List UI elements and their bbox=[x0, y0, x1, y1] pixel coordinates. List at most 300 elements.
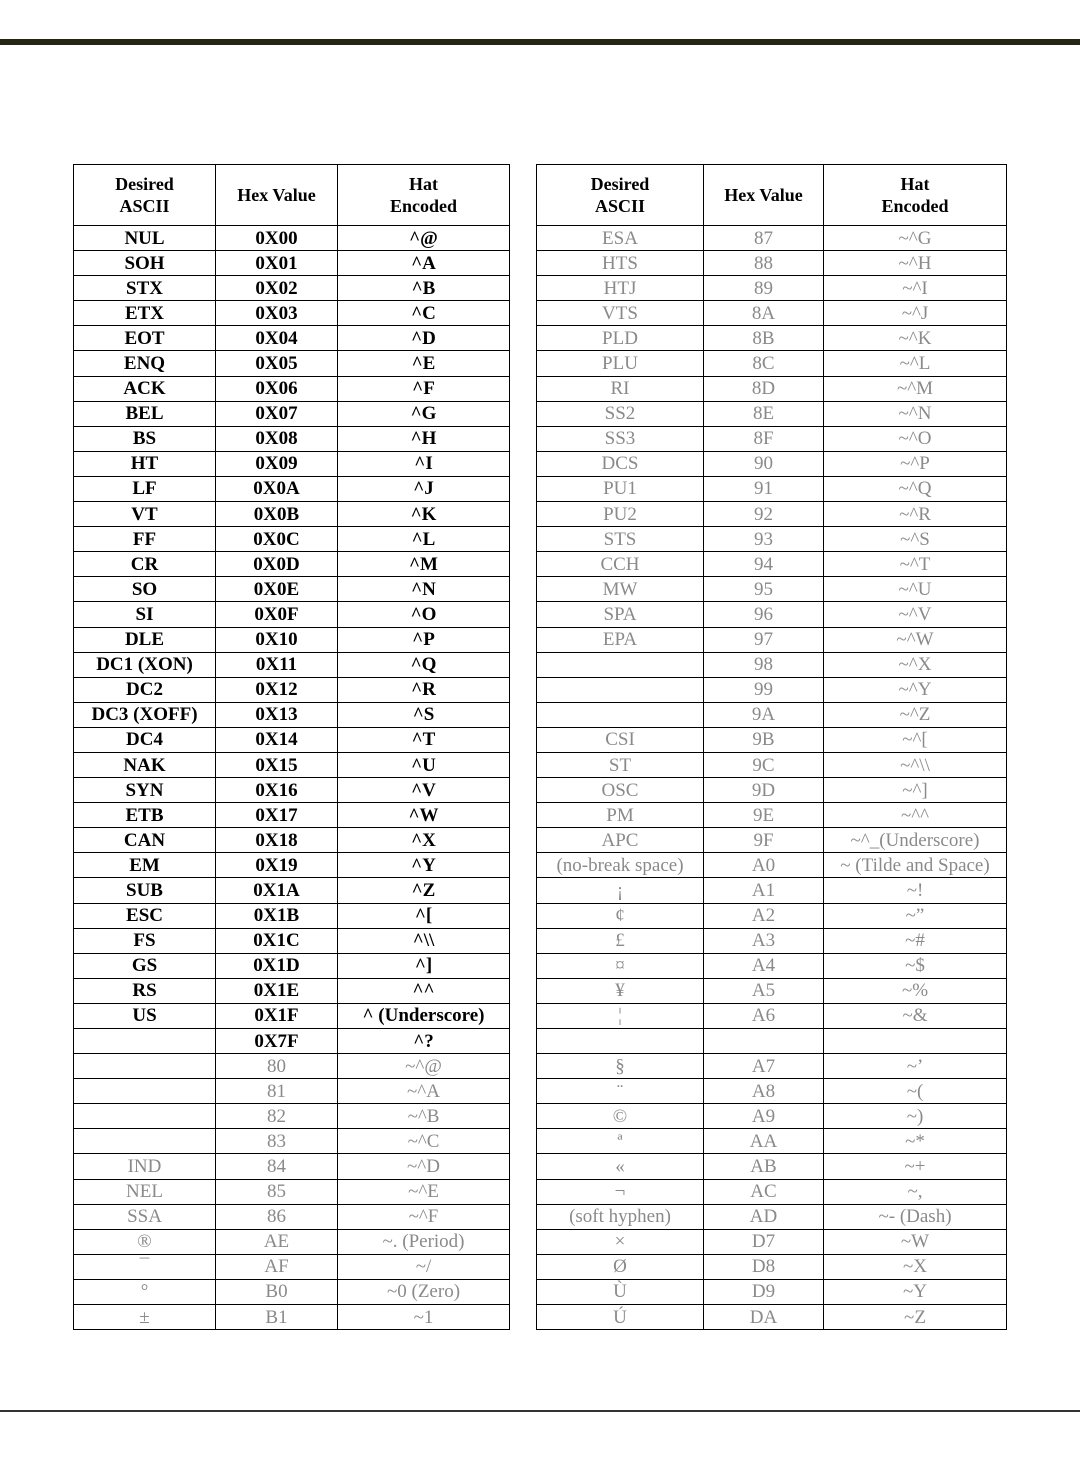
table-row bbox=[74, 502, 510, 527]
table-row bbox=[74, 752, 510, 777]
table-row bbox=[537, 928, 1007, 953]
hex-value-cell: A4 bbox=[704, 953, 824, 978]
desired-ascii-cell: US bbox=[74, 1003, 216, 1028]
hat-encoded-cell: ~’ bbox=[824, 1054, 1007, 1079]
desired-ascii-cell: ST bbox=[537, 752, 704, 777]
hex-value-cell: 9E bbox=[704, 803, 824, 828]
table-row bbox=[74, 251, 510, 276]
desired-ascii-cell: SS2 bbox=[537, 401, 704, 426]
table-row bbox=[74, 978, 510, 1003]
header-desired-ascii-line2: ASCII bbox=[594, 196, 646, 216]
hat-encoded-cell: ^P bbox=[338, 627, 510, 652]
table-row bbox=[537, 527, 1007, 552]
hat-encoded-cell: ~0 (Zero) bbox=[338, 1279, 510, 1304]
hex-value-cell: 0X1B bbox=[216, 903, 338, 928]
hat-encoded-cell: ~^] bbox=[824, 778, 1007, 803]
table-row bbox=[74, 301, 510, 326]
header-hat-encoded-line1: Hat bbox=[900, 174, 930, 194]
table-row bbox=[74, 376, 510, 401]
desired-ascii-cell: ENQ bbox=[74, 351, 216, 376]
hex-value-cell: 8C bbox=[704, 351, 824, 376]
hex-value-cell: 0X14 bbox=[216, 727, 338, 752]
hat-encoded-cell: ^Q bbox=[338, 652, 510, 677]
table-row bbox=[74, 1254, 510, 1279]
desired-ascii-cell: ¤ bbox=[537, 953, 704, 978]
desired-ascii-cell: STS bbox=[537, 527, 704, 552]
desired-ascii-cell: § bbox=[537, 1054, 704, 1079]
desired-ascii-cell: PM bbox=[537, 803, 704, 828]
hex-value-cell: 0X09 bbox=[216, 451, 338, 476]
table-row bbox=[74, 1279, 510, 1304]
hat-encoded-cell: ~^\\ bbox=[824, 752, 1007, 777]
desired-ascii-cell: × bbox=[537, 1229, 704, 1254]
desired-ascii-cell: RS bbox=[74, 978, 216, 1003]
hat-encoded-cell: ^ (Underscore) bbox=[338, 1003, 510, 1028]
left-ascii-table bbox=[73, 164, 510, 1330]
hex-value-cell: 0X01 bbox=[216, 251, 338, 276]
hex-value-cell: 0X15 bbox=[216, 752, 338, 777]
hex-value-cell: 0X10 bbox=[216, 627, 338, 652]
hex-value-cell: A9 bbox=[704, 1104, 824, 1129]
hat-encoded-cell: ^S bbox=[338, 702, 510, 727]
hat-encoded-cell: ~^K bbox=[824, 326, 1007, 351]
header-hat-encoded-line2: Encoded bbox=[881, 196, 949, 216]
desired-ascii-cell: VT bbox=[74, 502, 216, 527]
table-row bbox=[74, 828, 510, 853]
desired-ascii-cell: CR bbox=[74, 552, 216, 577]
hex-value-cell: AB bbox=[704, 1154, 824, 1179]
table-row bbox=[74, 1104, 510, 1129]
desired-ascii-cell: BEL bbox=[74, 401, 216, 426]
desired-ascii-cell: STX bbox=[74, 276, 216, 301]
hex-value-cell: AD bbox=[704, 1204, 824, 1229]
table-row bbox=[74, 1154, 510, 1179]
hat-encoded-cell: ^\\ bbox=[338, 928, 510, 953]
header-row bbox=[537, 165, 1007, 226]
hat-encoded-cell: ^F bbox=[338, 376, 510, 401]
desired-ascii-cell: ¯ bbox=[74, 1254, 216, 1279]
hex-value-cell: B1 bbox=[216, 1305, 338, 1330]
hat-encoded-cell: ~ (Tilde and Space) bbox=[824, 853, 1007, 878]
header-hat-encoded bbox=[824, 165, 1007, 226]
hex-value-cell: AC bbox=[704, 1179, 824, 1204]
hat-encoded-cell: ~) bbox=[824, 1104, 1007, 1129]
hat-encoded-cell: ~! bbox=[824, 878, 1007, 903]
table-row bbox=[537, 828, 1007, 853]
hex-value-cell: D9 bbox=[704, 1279, 824, 1304]
desired-ascii-cell: GS bbox=[74, 953, 216, 978]
hat-encoded-cell: ~& bbox=[824, 1003, 1007, 1028]
hat-encoded-cell: ~^T bbox=[824, 552, 1007, 577]
desired-ascii-cell bbox=[74, 1054, 216, 1079]
desired-ascii-cell: HT bbox=[74, 451, 216, 476]
hex-value-cell: 91 bbox=[704, 476, 824, 501]
hat-encoded-cell: ~^U bbox=[824, 577, 1007, 602]
table-row bbox=[537, 301, 1007, 326]
desired-ascii-cell: SUB bbox=[74, 878, 216, 903]
table-row bbox=[74, 226, 510, 251]
hex-value-cell: 0X19 bbox=[216, 853, 338, 878]
hex-value-cell: 86 bbox=[216, 1204, 338, 1229]
table-row bbox=[537, 251, 1007, 276]
desired-ascii-cell: SOH bbox=[74, 251, 216, 276]
desired-ascii-cell: HTJ bbox=[537, 276, 704, 301]
hex-value-cell: A0 bbox=[704, 853, 824, 878]
hat-encoded-cell: ~^C bbox=[338, 1129, 510, 1154]
desired-ascii-cell: NEL bbox=[74, 1179, 216, 1204]
hat-encoded-cell: ^R bbox=[338, 677, 510, 702]
hat-encoded-cell: ^X bbox=[338, 828, 510, 853]
header-desired-ascii-line1: Desired bbox=[115, 174, 174, 194]
table-row bbox=[537, 953, 1007, 978]
desired-ascii-cell: ETB bbox=[74, 803, 216, 828]
hex-value-cell: 96 bbox=[704, 602, 824, 627]
hex-value-cell: 93 bbox=[704, 527, 824, 552]
desired-ascii-cell: OSC bbox=[537, 778, 704, 803]
table-row bbox=[74, 677, 510, 702]
bottom-rule bbox=[0, 1410, 1080, 1412]
table-row bbox=[537, 702, 1007, 727]
desired-ascii-cell: ¨ bbox=[537, 1079, 704, 1104]
table-row bbox=[537, 727, 1007, 752]
table-row bbox=[537, 752, 1007, 777]
table-row bbox=[74, 1029, 510, 1054]
hat-encoded-cell: ~$ bbox=[824, 953, 1007, 978]
hex-value-cell: 0X08 bbox=[216, 426, 338, 451]
table-row bbox=[537, 376, 1007, 401]
hex-value-cell: 0X02 bbox=[216, 276, 338, 301]
desired-ascii-cell: EOT bbox=[74, 326, 216, 351]
desired-ascii-cell: ¢ bbox=[537, 903, 704, 928]
hat-encoded-cell: ^D bbox=[338, 326, 510, 351]
hat-encoded-cell: ^H bbox=[338, 426, 510, 451]
hat-encoded-cell: ^W bbox=[338, 803, 510, 828]
hex-value-cell: 0X16 bbox=[216, 778, 338, 803]
desired-ascii-cell: APC bbox=[537, 828, 704, 853]
table-row bbox=[537, 401, 1007, 426]
table-row bbox=[74, 1129, 510, 1154]
hat-encoded-cell: ^[ bbox=[338, 903, 510, 928]
hex-value-cell: 0X03 bbox=[216, 301, 338, 326]
hat-encoded-cell: ~^M bbox=[824, 376, 1007, 401]
desired-ascii-cell: MW bbox=[537, 577, 704, 602]
desired-ascii-cell: © bbox=[537, 1104, 704, 1129]
table-row bbox=[74, 1305, 510, 1330]
hex-value-cell: 0X0E bbox=[216, 577, 338, 602]
desired-ascii-cell: DCS bbox=[537, 451, 704, 476]
header-hat-encoded-line1: Hat bbox=[409, 174, 438, 194]
desired-ascii-cell bbox=[537, 652, 704, 677]
hat-encoded-cell: ~* bbox=[824, 1129, 1007, 1154]
hat-encoded-cell: ~^V bbox=[824, 602, 1007, 627]
hex-value-cell: AE bbox=[216, 1229, 338, 1254]
hex-value-cell: 80 bbox=[216, 1054, 338, 1079]
desired-ascii-cell: ª bbox=[537, 1129, 704, 1154]
desired-ascii-cell bbox=[537, 677, 704, 702]
table-row bbox=[74, 426, 510, 451]
table-row bbox=[537, 577, 1007, 602]
hex-value-cell: 8E bbox=[704, 401, 824, 426]
hex-value-cell: 0X04 bbox=[216, 326, 338, 351]
desired-ascii-cell: PLD bbox=[537, 326, 704, 351]
hex-value-cell: DA bbox=[704, 1305, 824, 1330]
hex-value-cell: 87 bbox=[704, 226, 824, 251]
hex-value-cell: A2 bbox=[704, 903, 824, 928]
hex-value-cell: B0 bbox=[216, 1279, 338, 1304]
right-table-body bbox=[537, 226, 1007, 1330]
desired-ascii-cell: ETX bbox=[74, 301, 216, 326]
hat-encoded-cell: ~1 bbox=[338, 1305, 510, 1330]
hex-value-cell: A1 bbox=[704, 878, 824, 903]
desired-ascii-cell: DC4 bbox=[74, 727, 216, 752]
hex-value-cell: AA bbox=[704, 1129, 824, 1154]
header-desired-ascii bbox=[537, 165, 704, 226]
hat-encoded-cell: ~^S bbox=[824, 527, 1007, 552]
hat-encoded-cell: ~+ bbox=[824, 1154, 1007, 1179]
hat-encoded-cell: ~W bbox=[824, 1229, 1007, 1254]
table-row bbox=[74, 1204, 510, 1229]
header-desired-ascii bbox=[74, 165, 216, 226]
header-hat-encoded-line2: Encoded bbox=[389, 196, 458, 216]
table-row bbox=[537, 1104, 1007, 1129]
hat-encoded-cell: ^J bbox=[338, 476, 510, 501]
desired-ascii-cell: LF bbox=[74, 476, 216, 501]
hex-value-cell: 0X1E bbox=[216, 978, 338, 1003]
desired-ascii-cell: DC1 (XON) bbox=[74, 652, 216, 677]
table-row bbox=[74, 928, 510, 953]
desired-ascii-cell: Ú bbox=[537, 1305, 704, 1330]
hex-value-cell: 0X00 bbox=[216, 226, 338, 251]
hat-encoded-cell: ~^W bbox=[824, 627, 1007, 652]
table-row bbox=[74, 602, 510, 627]
desired-ascii-cell: Ø bbox=[537, 1254, 704, 1279]
desired-ascii-cell: VTS bbox=[537, 301, 704, 326]
hex-value-cell: 98 bbox=[704, 652, 824, 677]
hex-value-cell: D7 bbox=[704, 1229, 824, 1254]
hat-encoded-cell: ~^L bbox=[824, 351, 1007, 376]
desired-ascii-cell: CAN bbox=[74, 828, 216, 853]
hex-value-cell: 0X05 bbox=[216, 351, 338, 376]
hat-encoded-cell: ~^@ bbox=[338, 1054, 510, 1079]
hat-encoded-cell: ^B bbox=[338, 276, 510, 301]
table-row bbox=[74, 803, 510, 828]
table-row bbox=[537, 602, 1007, 627]
table-row bbox=[74, 351, 510, 376]
desired-ascii-cell: ° bbox=[74, 1279, 216, 1304]
desired-ascii-cell: SYN bbox=[74, 778, 216, 803]
desired-ascii-cell: SSA bbox=[74, 1204, 216, 1229]
hat-encoded-cell: ~” bbox=[824, 903, 1007, 928]
hex-value-cell: D8 bbox=[704, 1254, 824, 1279]
hex-value-cell: A6 bbox=[704, 1003, 824, 1028]
table-row bbox=[537, 853, 1007, 878]
hat-encoded-cell: ^K bbox=[338, 502, 510, 527]
table-row bbox=[74, 853, 510, 878]
hex-value-cell: 0X0C bbox=[216, 527, 338, 552]
hat-encoded-cell: ^Z bbox=[338, 878, 510, 903]
table-row bbox=[537, 627, 1007, 652]
desired-ascii-cell: CCH bbox=[537, 552, 704, 577]
table-row bbox=[537, 1054, 1007, 1079]
desired-ascii-cell: SI bbox=[74, 602, 216, 627]
desired-ascii-cell: CSI bbox=[537, 727, 704, 752]
table-row bbox=[537, 451, 1007, 476]
hex-value-cell: 9B bbox=[704, 727, 824, 752]
hat-encoded-cell: ~^N bbox=[824, 401, 1007, 426]
table-row bbox=[74, 326, 510, 351]
desired-ascii-cell: £ bbox=[537, 928, 704, 953]
table-row bbox=[74, 1003, 510, 1028]
table-row bbox=[537, 1305, 1007, 1330]
table-row bbox=[537, 803, 1007, 828]
hat-encoded-cell: ~Z bbox=[824, 1305, 1007, 1330]
desired-ascii-cell: ¬ bbox=[537, 1179, 704, 1204]
hex-value-cell: 0X1C bbox=[216, 928, 338, 953]
hex-value-cell: 0X06 bbox=[216, 376, 338, 401]
hat-encoded-cell: ~^G bbox=[824, 226, 1007, 251]
desired-ascii-cell: EM bbox=[74, 853, 216, 878]
hat-encoded-cell: ~^Y bbox=[824, 677, 1007, 702]
table-row bbox=[74, 476, 510, 501]
desired-ascii-cell: RI bbox=[537, 376, 704, 401]
hex-value-cell: A8 bbox=[704, 1079, 824, 1104]
table-row bbox=[537, 1003, 1007, 1028]
header-row bbox=[74, 165, 510, 226]
table-row bbox=[537, 476, 1007, 501]
table-row bbox=[537, 226, 1007, 251]
hat-encoded-cell: ~^Z bbox=[824, 702, 1007, 727]
desired-ascii-cell bbox=[74, 1029, 216, 1054]
right-ascii-table bbox=[536, 164, 1007, 1330]
hat-encoded-cell: ~^E bbox=[338, 1179, 510, 1204]
hat-encoded-cell: ^T bbox=[338, 727, 510, 752]
hex-value-cell: 97 bbox=[704, 627, 824, 652]
desired-ascii-cell: Ù bbox=[537, 1279, 704, 1304]
hat-encoded-cell: ~^F bbox=[338, 1204, 510, 1229]
hex-value-cell: 9A bbox=[704, 702, 824, 727]
hat-encoded-cell: ~^P bbox=[824, 451, 1007, 476]
header-hat-encoded bbox=[338, 165, 510, 226]
hat-encoded-cell: ~Y bbox=[824, 1279, 1007, 1304]
left-table-body bbox=[74, 226, 510, 1330]
header-desired-ascii-line1: Desired bbox=[590, 174, 650, 194]
desired-ascii-cell: ESC bbox=[74, 903, 216, 928]
table-row bbox=[74, 577, 510, 602]
desired-ascii-cell: « bbox=[537, 1154, 704, 1179]
table-row bbox=[537, 778, 1007, 803]
hex-value-cell: 8F bbox=[704, 426, 824, 451]
hat-encoded-cell: ~^B bbox=[338, 1104, 510, 1129]
hex-value-cell: 0X1F bbox=[216, 1003, 338, 1028]
hex-value-cell: 0X07 bbox=[216, 401, 338, 426]
hat-encoded-cell: ~% bbox=[824, 978, 1007, 1003]
hex-value-cell: 0X0B bbox=[216, 502, 338, 527]
hex-value-cell: 0X0D bbox=[216, 552, 338, 577]
desired-ascii-cell bbox=[74, 1079, 216, 1104]
table-row bbox=[537, 502, 1007, 527]
hat-encoded-cell: ^G bbox=[338, 401, 510, 426]
table-row bbox=[537, 1204, 1007, 1229]
table-row bbox=[74, 702, 510, 727]
desired-ascii-cell: SO bbox=[74, 577, 216, 602]
desired-ascii-cell bbox=[537, 1029, 704, 1054]
table-row bbox=[537, 903, 1007, 928]
desired-ascii-cell: ± bbox=[74, 1305, 216, 1330]
hat-encoded-cell: ~^[ bbox=[824, 727, 1007, 752]
table-row bbox=[537, 276, 1007, 301]
table-row bbox=[74, 1179, 510, 1204]
hex-value-cell: 0X18 bbox=[216, 828, 338, 853]
desired-ascii-cell: EPA bbox=[537, 627, 704, 652]
desired-ascii-cell: HTS bbox=[537, 251, 704, 276]
hex-value-cell: 89 bbox=[704, 276, 824, 301]
desired-ascii-cell: DC3 (XOFF) bbox=[74, 702, 216, 727]
hat-encoded-cell: ~^I bbox=[824, 276, 1007, 301]
desired-ascii-cell: DLE bbox=[74, 627, 216, 652]
hat-encoded-cell: ~^R bbox=[824, 502, 1007, 527]
table-row bbox=[74, 276, 510, 301]
hex-value-cell: 83 bbox=[216, 1129, 338, 1154]
hat-encoded-cell: ~^^ bbox=[824, 803, 1007, 828]
table-row bbox=[74, 1079, 510, 1104]
desired-ascii-cell: PU2 bbox=[537, 502, 704, 527]
desired-ascii-cell: ACK bbox=[74, 376, 216, 401]
table-row bbox=[537, 426, 1007, 451]
hat-encoded-cell: ~^_(Underscore) bbox=[824, 828, 1007, 853]
desired-ascii-cell: NAK bbox=[74, 752, 216, 777]
hat-encoded-cell: ~^H bbox=[824, 251, 1007, 276]
desired-ascii-cell: NUL bbox=[74, 226, 216, 251]
hex-value-cell: 9F bbox=[704, 828, 824, 853]
hex-value-cell: 0X17 bbox=[216, 803, 338, 828]
table-row bbox=[74, 778, 510, 803]
hat-encoded-cell: ~^Q bbox=[824, 476, 1007, 501]
table-row bbox=[537, 1179, 1007, 1204]
table-row bbox=[74, 652, 510, 677]
hat-encoded-cell: ~( bbox=[824, 1079, 1007, 1104]
table-row bbox=[74, 727, 510, 752]
hex-value-cell: 85 bbox=[216, 1179, 338, 1204]
hat-encoded-cell: ^Y bbox=[338, 853, 510, 878]
hat-encoded-cell: ~^O bbox=[824, 426, 1007, 451]
hex-value-cell: 0X1D bbox=[216, 953, 338, 978]
table-row bbox=[537, 351, 1007, 376]
desired-ascii-cell: FS bbox=[74, 928, 216, 953]
hat-encoded-cell: ^] bbox=[338, 953, 510, 978]
hex-value-cell: A7 bbox=[704, 1054, 824, 1079]
table-row bbox=[74, 878, 510, 903]
desired-ascii-cell: PLU bbox=[537, 351, 704, 376]
desired-ascii-cell: SPA bbox=[537, 602, 704, 627]
hex-value-cell: 8D bbox=[704, 376, 824, 401]
table-row bbox=[74, 527, 510, 552]
hat-encoded-cell: ^^ bbox=[338, 978, 510, 1003]
desired-ascii-cell: SS3 bbox=[537, 426, 704, 451]
hex-value-cell: 94 bbox=[704, 552, 824, 577]
hex-value-cell: 0X13 bbox=[216, 702, 338, 727]
hat-encoded-cell: ~/ bbox=[338, 1254, 510, 1279]
hex-value-cell: 9D bbox=[704, 778, 824, 803]
hex-value-cell: 0X12 bbox=[216, 677, 338, 702]
hat-encoded-cell: ^V bbox=[338, 778, 510, 803]
hex-value-cell: 99 bbox=[704, 677, 824, 702]
hex-value-cell: 0X1A bbox=[216, 878, 338, 903]
hex-value-cell: 0X0F bbox=[216, 602, 338, 627]
table-row bbox=[537, 1079, 1007, 1104]
desired-ascii-cell: (soft hyphen) bbox=[537, 1204, 704, 1229]
desired-ascii-cell: DC2 bbox=[74, 677, 216, 702]
hat-encoded-cell: ^E bbox=[338, 351, 510, 376]
